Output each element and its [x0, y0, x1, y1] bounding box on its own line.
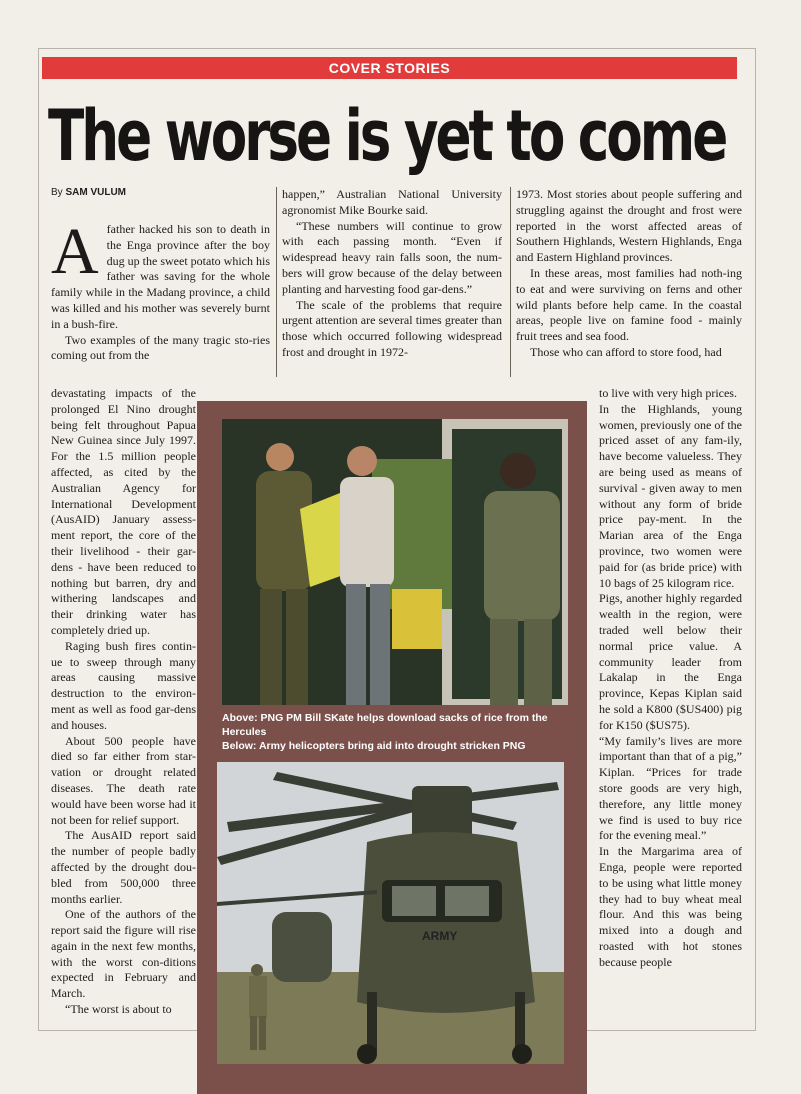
column-2: [282, 187, 502, 361]
section-banner: COVER STORIES: [42, 57, 737, 79]
photo-caption: [222, 711, 567, 753]
paragraph: In the Margarima area of Enga, people were reported to be using what little money they had to buy wheat meal flour. And this was being mixed into a dough and roasted with hot stones because people: [599, 844, 742, 969]
paragraph: One of the authors of the report said the figure will rise again in the next few months, with the worst con-ditions expected in February and March.: [51, 907, 196, 1001]
byline-author: SAM VULUM: [65, 187, 127, 198]
paragraph: happen,” Australian National University agronomist Mike Bourke said.: [282, 187, 502, 217]
column-rule: [510, 187, 511, 377]
paragraph: 1973. Most stories about people suffering and struggling against the drought and frost were reported in the worst affected areas of Southern Highlands, Western Highlands, Enga and Eastern Highland provinces.: [516, 187, 742, 265]
byline: [51, 187, 126, 198]
photo-rice-unloading-graphic: [222, 419, 568, 705]
paragraph: father hacked his son to death in the Enga province after the boy dug up the sweet potato which his father was saving for the whole family while in the Madang province, a child was killed and his mother was severely burnt in a bush-fire.: [51, 222, 270, 331]
photo-rice-unloading: [222, 419, 568, 705]
dropcap: A: [51, 215, 99, 288]
column-1: [51, 215, 270, 364]
paragraph: Two examples of the many tragic sto-ries coming out from the: [51, 332, 270, 363]
headline: The worse is yet to come: [48, 95, 726, 177]
paragraph: The scale of the problems that require urgent attention are several times greater than those which occurred following widespread frost and drought in 1972-: [282, 297, 502, 359]
column-1-narrow: [51, 386, 196, 1018]
column-3-narrow: [599, 386, 742, 970]
paragraph: devastating impacts of the prolonged El Nino drought being felt throughout Papua New Guinea since July 1997. For the 1.5 million people affected, as cited by the Australian Agency for International Development (AusAID) January assess-ment report, the core of the their livelihood - their gar-dens - have been reduced to nothing but barren, dry and withering landscapes and their drinking water has completely dried up.: [51, 386, 196, 637]
photo-army-helicopters: [217, 762, 564, 1064]
caption-below: Below: Army helicopters bring aid into drought stricken PNG: [222, 740, 526, 752]
paragraph: About 500 people have died so far either from star-vation or drought related diseases. The death rate would have been worse had it not been for relief support.: [51, 733, 196, 827]
paragraph: Raging bush fires contin-ue to sweep through many areas causing massive destruction to the environ-ment as well as food gar-dens and houses.: [51, 638, 196, 732]
paragraph: to live with very high prices.: [599, 386, 737, 400]
paragraph: “The worst is about to: [65, 1002, 172, 1017]
paragraph: Those who can afford to store food, had: [530, 344, 722, 359]
paragraph: “My family’s lives are more important than that of a pig,” Kiplan. “Prices for trade store goods are very high, therefore, any little money we find is used to buy rice for the evening meal.”: [599, 733, 742, 843]
helicopter-marking: ARMY: [422, 929, 458, 943]
paragraph: Pigs, another highly regarded wealth in the region, were traded well below their normal price value. A community leader from Lakalap in the Enga province, Kepas Kiplan said he sold a K800 ($US400) pig for K150 ($US75).: [599, 591, 742, 732]
caption-above: Above: PNG PM Bill SKate helps download sacks of rice from the Hercules: [222, 712, 548, 738]
photo-army-helicopters-graphic: [217, 762, 564, 1064]
paragraph: In these areas, most families had noth-ing to eat and were surviving on ferns and other wild plants before help came. In the coastal areas, people live on famine food - mainly fruit trees and sea food.: [516, 265, 742, 344]
paragraph: In the Highlands, young women, previously one of the priced asset of any fam-ily, have become valueless. They are being used as means of survival - given away to men without any form of bride price pay-ment. In the Marian area of the Enga province, two women were paid for (as bride price) with 10 bags of 25 kilogram rice.: [599, 401, 742, 590]
byline-prefix: By: [51, 187, 63, 198]
paragraph: The AusAID report said the number of people badly affected by the drought dou-bled from 500,000 three months earlier.: [51, 828, 196, 906]
paragraph: “These numbers will continue to grow with each passing month. “Even if widespread heavy rain falls soon, the num-bers will grow because of the delay between planting and harvesting food gar-dens.”: [282, 218, 502, 296]
column-rule: [276, 187, 277, 377]
column-3: [516, 187, 742, 361]
